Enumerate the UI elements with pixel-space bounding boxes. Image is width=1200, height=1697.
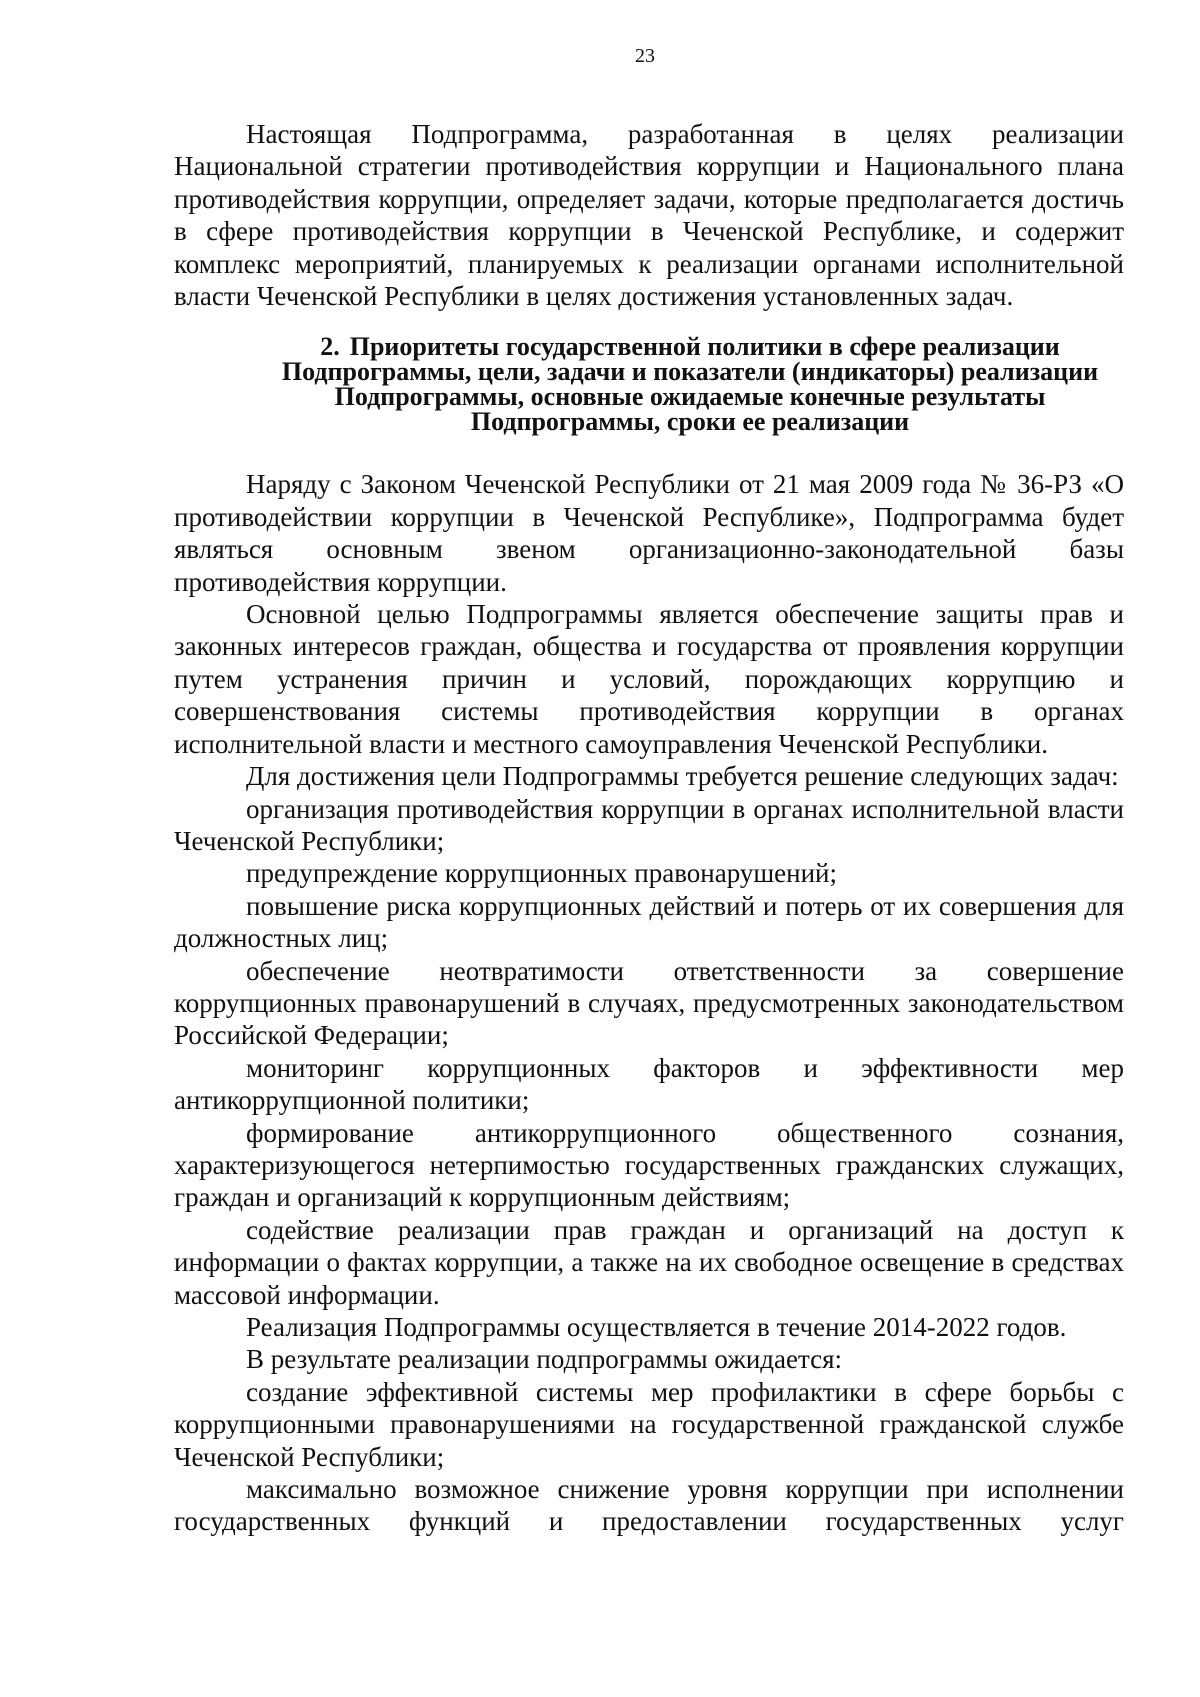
list-item: повышение риска коррупционных действий и потерь от их совершения для должностных лиц;	[174, 890, 1124, 954]
section-title: Приоритеты государственной политики в сфере реализации Подпрограммы, цели, задачи и показатели (индикаторы) реализации Подпрограммы, основные ожидаемые конечные результаты Подпрограммы, сроки ее реализации	[281, 332, 1099, 437]
list-item: содействие реализации прав граждан и организаций на доступ к информации о фактах коррупции, а также на их свободное освещение в средствах массовой информации.	[174, 1214, 1124, 1310]
intro-paragraph: Настоящая Подпрограмма, разработанная в целях реализации Национальной стратегии противодействия коррупции и Национального плана противодействия коррупции, определяет задачи, которые предполагается достичь в сфере противодействия коррупции в Чеченской Республике, и содержит комплекс мероприятий, планируемых к реализации органами исполнительной власти Чеченской Республики в целях достижения установленных задач.	[174, 119, 1124, 312]
list-item: мониторинг коррупционных факторов и эффективности мер антикоррупционной политики;	[174, 1052, 1124, 1116]
page-number: 23	[635, 45, 655, 67]
paragraph: Основной целью Подпрограммы является обеспечение защиты прав и законных интересов граждан, общества и государства от проявления коррупции путем устранения причин и условий, порождающих коррупцию и совершенствования системы противодействия коррупции в органах исполнительной власти и местного самоуправления Чеченской Республики.	[174, 599, 1124, 759]
list-item: формирование антикоррупционного общественного сознания, характеризующегося нетерпимостью государственных гражданских служащих, граждан и организаций к коррупционным действиям;	[174, 1117, 1124, 1213]
list-item: создание эффективной системы мер профилактики в сфере борьбы с коррупционными правонарушениями на государственной гражданской службе Чеченской Республики;	[174, 1376, 1124, 1472]
section-number: 2.	[320, 332, 340, 362]
list-item: максимально возможное снижение уровня коррупции при исполнении государственных функций и предоставлении государственных услуг	[174, 1474, 1124, 1537]
list-item: организация противодействия коррупции в органах исполнительной власти Чеченской Республики;	[174, 793, 1124, 856]
paragraph: Реализация Подпрограммы осуществляется в течение 2014-2022 годов.	[246, 1312, 1067, 1342]
document-body	[174, 118, 1124, 1538]
paragraph: Наряду с Законом Чеченской Республики от 21 мая 2009 года № 36-РЗ «О противодействии коррупции в Чеченской Республике», Подпрограмма будет являться основным звеном организационно-законодательной базы противодействия коррупции.	[174, 469, 1124, 597]
section-heading	[174, 332, 1124, 437]
paragraph: В результате реализации подпрограммы ожидается:	[246, 1344, 843, 1375]
list-item: предупреждение коррупционных правонарушений;	[246, 858, 837, 889]
paragraph: Для достижения цели Подпрограммы требуется решение следующих задач:	[246, 761, 1119, 792]
list-item: обеспечение неотвратимости ответственности за совершение коррупционных правонарушений в случаях, предусмотренных законодательством Российской Федерации;	[174, 955, 1124, 1051]
